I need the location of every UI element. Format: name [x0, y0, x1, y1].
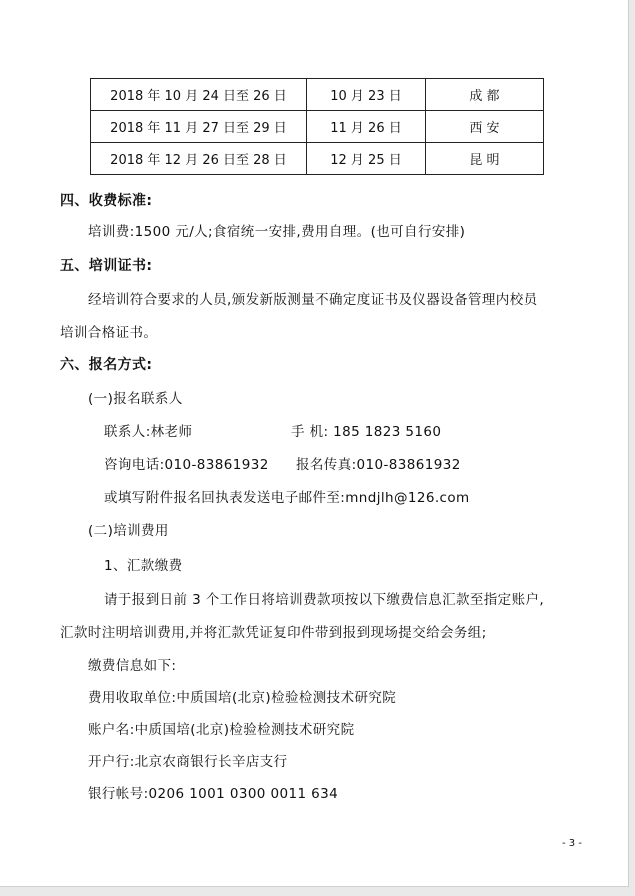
bank-line: 开户行:北京农商银行长辛店支行 — [88, 754, 288, 770]
certificate-text-line1: 经培训符合要求的人员,颁发新版测量不确定度证书及仪器设备管理内校员 — [88, 292, 538, 308]
fees-subheading: (二)培训费用 — [88, 523, 169, 539]
payment-method: 1、汇款缴费 — [104, 558, 183, 574]
contact-subheading: (一)报名联系人 — [88, 391, 183, 407]
account-number-line: 银行帐号:0206 1001 0300 0011 634 — [88, 786, 339, 802]
training-dates-cell: 2018 年 10 月 24 日至 26 日 — [91, 79, 307, 111]
account-name-line: 账户名:中质国培(北京)检验检测技术研究院 — [88, 722, 355, 738]
certificate-text-line2: 培训合格证书。 — [60, 325, 158, 341]
phone-number: 咨询电话:010-83861932 — [104, 457, 269, 473]
registration-deadline-cell: 11 月 26 日 — [307, 111, 426, 143]
table-row — [91, 79, 544, 111]
fees-text: 培训费:1500 元/人;食宿统一安排,费用自理。(也可自行安排) — [88, 224, 466, 240]
city-cell: 西 安 — [426, 111, 544, 143]
city-cell: 昆 明 — [426, 143, 544, 175]
city-cell: 成 都 — [426, 79, 544, 111]
page-number: - 3 - — [562, 838, 582, 849]
remittance-text-line1: 请于报到日前 3 个工作日将培训费款项按以下缴费信息汇款至指定账户, — [104, 592, 545, 608]
fees-heading: 四、收费标准: — [60, 193, 153, 209]
training-dates-cell: 2018 年 11 月 27 日至 29 日 — [91, 111, 307, 143]
table-row — [91, 111, 544, 143]
registration-deadline-cell: 12 月 25 日 — [307, 143, 426, 175]
payee-line: 费用收取单位:中质国培(北京)检验检测技术研究院 — [88, 690, 397, 706]
payment-info-title: 缴费信息如下: — [88, 658, 177, 674]
remittance-text-line2: 汇款时注明培训费用,并将汇款凭证复印件带到报到现场提交给会务组; — [60, 625, 487, 641]
registration-heading: 六、报名方式: — [60, 357, 153, 373]
certificate-heading: 五、培训证书: — [60, 258, 153, 274]
email-line: 或填写附件报名回执表发送电子邮件至:mndjlh@126.com — [104, 490, 470, 506]
schedule-table — [90, 78, 544, 175]
mobile-number: 手 机: 185 1823 5160 — [291, 424, 442, 440]
training-dates-cell: 2018 年 12 月 26 日至 28 日 — [91, 143, 307, 175]
fax-number: 报名传真:010-83861932 — [296, 457, 461, 473]
registration-deadline-cell: 10 月 23 日 — [307, 79, 426, 111]
contact-person: 联系人:林老师 — [104, 424, 193, 440]
table-row — [91, 143, 544, 175]
